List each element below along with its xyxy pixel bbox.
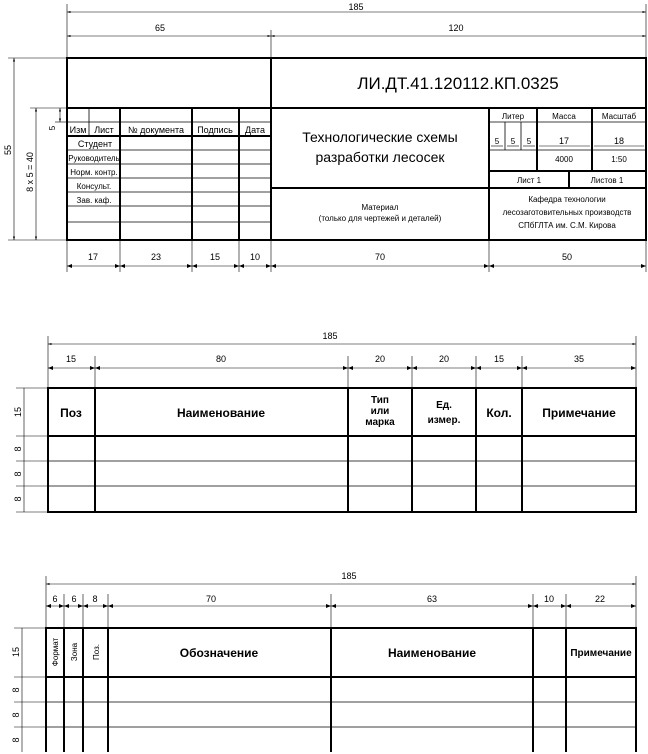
dim-spec-row-1: 15	[13, 406, 23, 418]
dim-spec-row-2: 8	[13, 446, 23, 452]
dim-list-col-4: 70	[205, 594, 217, 604]
dim-bottom-4: 10	[249, 252, 261, 262]
spec-top-dimensions	[48, 331, 636, 388]
scale-value: 18	[613, 136, 625, 146]
department-line-1: Кафедра технологии	[528, 195, 606, 204]
dim-spec-col-4: 20	[438, 354, 450, 364]
dim-spec-col-1: 15	[65, 354, 77, 364]
department-line-3: СПбГЛТА им. С.М. Кирова	[518, 221, 616, 230]
liter-width-1: 5	[494, 137, 500, 146]
list-header-format: Формат	[51, 637, 60, 667]
dim-spec-col-2: 80	[215, 354, 227, 364]
scale-value-2: 1:50	[611, 155, 627, 164]
drawing-title-line-2: разработки лесосек	[315, 149, 445, 165]
list-header-zone: Зона	[70, 642, 79, 662]
sheet-number: Лист 1	[516, 176, 542, 185]
dim-spec-total: 185	[322, 331, 338, 341]
dim-list-row-2: 8	[11, 687, 21, 693]
dim-list-col-3: 8	[92, 594, 98, 604]
header-date: Дата	[245, 125, 265, 135]
spec-left-dimensions	[13, 388, 48, 512]
list-left-dimensions	[11, 628, 46, 752]
spec-header-pos: Поз	[60, 406, 82, 420]
dim-bottom-6: 50	[561, 252, 573, 262]
mass-value: 17	[558, 136, 570, 146]
document-list-table	[11, 571, 636, 752]
sheets-total: Листов 1	[590, 176, 624, 185]
dim-bottom-3: 15	[209, 252, 221, 262]
spec-header-type-2: или	[370, 406, 390, 417]
dim-stamp-height: 55	[3, 144, 13, 156]
dim-list-col-7: 22	[594, 594, 606, 604]
spec-header-unit-1: Ед.	[436, 400, 452, 411]
spec-header-type-1: Тип	[371, 395, 389, 406]
dim-stamp-row: 5	[48, 125, 57, 131]
liter-label: Литер	[501, 112, 525, 121]
spec-header-unit-2: измер.	[427, 415, 461, 426]
dim-stamp-right: 120	[448, 23, 464, 33]
scale-label: Масштаб	[601, 112, 637, 121]
stamp-top-dimensions	[67, 2, 646, 58]
dim-spec-row-4: 8	[13, 496, 23, 502]
header-list: Лист	[94, 125, 114, 135]
dim-list-col-2: 6	[71, 594, 77, 604]
spec-header-name: Наименование	[176, 406, 266, 420]
dim-stamp-left: 65	[154, 23, 166, 33]
role-head: Зав. каф.	[76, 196, 112, 205]
title-block	[3, 2, 646, 272]
role-student: Студент	[77, 139, 113, 149]
dim-list-col-5: 63	[426, 594, 438, 604]
stamp-left-dimensions	[3, 58, 67, 240]
liter-width-2: 5	[510, 137, 516, 146]
header-document: № документа	[127, 125, 185, 135]
dim-spec-row-3: 8	[13, 471, 23, 477]
role-consultant: Консульт.	[76, 182, 112, 191]
list-header-note: Примечание	[570, 648, 632, 659]
drawing-title-line-1: Технологические схемы	[302, 129, 458, 145]
dim-stamp-total: 185	[348, 2, 364, 12]
document-code: ЛИ.ДТ.41.120112.КП.0325	[357, 74, 559, 93]
dim-stamp-rows: 8 x 5 = 40	[25, 152, 35, 192]
dim-list-row-3: 8	[11, 712, 21, 718]
spec-header-note: Примечание	[542, 406, 616, 420]
material-note: (только для чертежей и деталей)	[318, 214, 442, 223]
spec-header-type-3: марка	[365, 417, 395, 428]
dim-list-col-6: 10	[543, 594, 555, 604]
material-label: Материал	[361, 203, 399, 212]
list-top-dimensions	[46, 571, 636, 628]
mass-value-2: 4000	[555, 155, 573, 164]
dim-spec-col-5: 15	[493, 354, 505, 364]
spec-header-qty: Кол.	[486, 406, 512, 420]
list-header-pos: Поз.	[92, 644, 101, 660]
list-header-name: Наименование	[387, 646, 477, 660]
header-signature: Подпись	[197, 125, 233, 135]
stamp-bottom-dimensions	[67, 240, 646, 272]
mass-label: Масса	[552, 112, 576, 121]
dim-bottom-1: 17	[87, 252, 99, 262]
dim-bottom-5: 70	[374, 252, 386, 262]
dim-list-row-1: 15	[11, 646, 21, 658]
specification-table	[13, 331, 636, 512]
department-line-2: лесозаготовительных производств	[502, 208, 632, 217]
header-izm: Изм	[69, 125, 87, 135]
dim-list-col-1: 6	[52, 594, 58, 604]
dim-list-total: 185	[341, 571, 357, 581]
dim-bottom-2: 23	[150, 252, 162, 262]
role-supervisor: Руководитель	[68, 154, 120, 163]
dim-spec-col-6: 35	[573, 354, 585, 364]
role-norm-control: Норм. контр.	[70, 168, 118, 177]
dim-list-row-4: 8	[11, 737, 21, 743]
liter-width-3: 5	[526, 137, 532, 146]
list-header-designation: Обозначение	[179, 646, 259, 660]
dim-spec-col-3: 20	[374, 354, 386, 364]
